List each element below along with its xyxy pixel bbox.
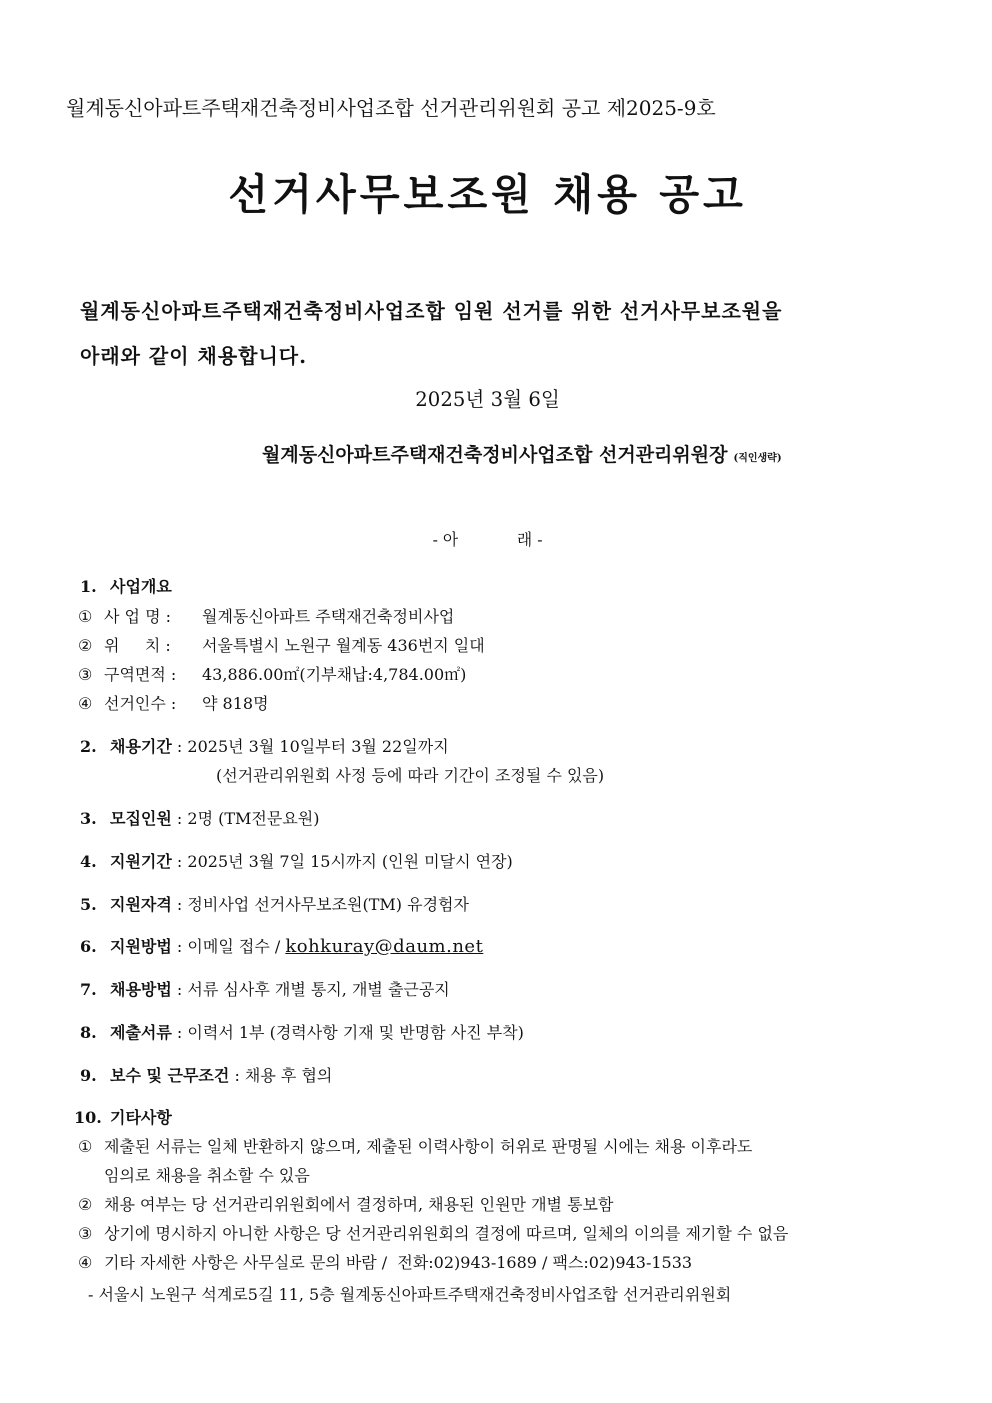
section-1-heading (80, 574, 172, 597)
section-number: 3. (80, 809, 97, 828)
section-value: 2명 (TM전문요원) (187, 809, 320, 828)
section-separator: : (176, 852, 183, 871)
section-separator: : (176, 980, 183, 999)
section-9 (80, 1063, 332, 1086)
section-2-note: (선거관리위원회 사정 등에 따라 기간이 조정될 수 있음) (216, 766, 605, 785)
seal-note: (직인생략) (733, 453, 782, 464)
item-mark: ④ (78, 1253, 93, 1272)
item-mark: ① (78, 607, 93, 626)
section-value: 정비사업 선거사무보조원(TM) 유경험자 (187, 895, 469, 914)
section-separator: : (176, 937, 183, 956)
list-item-continuation: 임의로 채용을 취소할 수 있음 (104, 1166, 310, 1185)
item-text: 채용 여부는 당 선거관리위원회에서 결정하며, 채용된 인원만 개별 통보함 (104, 1195, 614, 1214)
section-label: 모집인원 (110, 809, 172, 828)
section-7 (80, 977, 450, 1000)
section-4 (80, 849, 513, 872)
section-8 (80, 1020, 524, 1043)
intro-line-1: 월계동신아파트주택재건축정비사업조합 임원 선거를 위한 선거사무보조원을 (80, 299, 783, 323)
item-label: 위 치 : (104, 636, 171, 655)
section-separator: : (176, 737, 183, 756)
section-label: 지원기간 (110, 852, 172, 871)
list-item (78, 1250, 692, 1273)
section-number: 1. (80, 577, 97, 596)
section-value: 서류 심사후 개별 통지, 개별 출근공지 (187, 980, 450, 999)
item-text: 상기에 명시하지 아니한 사항은 당 선거관리위원회의 결정에 따르며, 일체의 이의를 제기할 수 없음 (104, 1224, 789, 1243)
item-mark: ① (78, 1137, 93, 1156)
item-value: 약 818명 (202, 694, 269, 713)
section-label: 보수 및 근무조건 (110, 1066, 230, 1085)
notice-number: 월계동신아파트주택재건축정비사업조합 선거관리위원회 공고 제2025-9호 (66, 96, 716, 120)
section-label: 지원자격 (110, 895, 172, 914)
item-mark: ④ (78, 694, 93, 713)
section-label: 지원방법 (110, 937, 172, 956)
section-10-heading (74, 1105, 172, 1128)
section-value: 채용 후 협의 (244, 1066, 333, 1085)
item-mark: ② (78, 636, 93, 655)
section-number: 5. (80, 895, 97, 914)
email-link[interactable]: kohkuray@daum.net (285, 936, 484, 957)
section-label: 기타사항 (110, 1108, 172, 1127)
item-text: 기타 자세한 사항은 사무실로 문의 바람 / 전화:02)943-1689 / 팩스:02)943-1533 (104, 1253, 693, 1272)
chairman-signature (262, 440, 782, 467)
list-item (78, 662, 466, 685)
item-value: 월계동신아파트 주택재건축정비사업 (202, 607, 455, 626)
section-separator: : (176, 809, 183, 828)
item-text: 제출된 서류는 일체 반환하지 않으며, 제출된 이력사항이 허위로 판명될 시에는 채용 이후라도 (104, 1137, 753, 1156)
section-6 (80, 934, 483, 957)
section-label: 채용기간 (110, 737, 172, 756)
item-label: 사 업 명 : (104, 607, 172, 626)
item-mark: ③ (78, 1224, 93, 1243)
list-item (78, 1134, 752, 1157)
list-item (78, 633, 485, 656)
section-separator: : (234, 1066, 240, 1085)
section-value: 이메일 접수 / (187, 937, 281, 956)
list-item (78, 1192, 613, 1215)
section-number: 6. (80, 937, 97, 956)
below-left: - 아 (432, 530, 459, 549)
item-mark: ② (78, 1195, 93, 1214)
chairman-title: 월계동신아파트주택재건축정비사업조합 선거관리위원장 (262, 444, 728, 466)
list-item (78, 604, 454, 627)
section-number: 2. (80, 737, 97, 756)
section-number: 8. (80, 1023, 97, 1042)
page-title: 선거사무보조원 채용 공고 (228, 170, 747, 219)
below-right: 래 - (517, 530, 543, 549)
section-separator: : (176, 895, 183, 914)
section-number: 4. (80, 852, 97, 871)
section-label: 사업개요 (110, 577, 172, 596)
section-3 (80, 806, 320, 829)
intro-line-2: 아래와 같이 채용합니다. (80, 344, 308, 368)
below-heading (0, 527, 975, 550)
section-value: 2025년 3월 7일 15시까지 (인원 미달시 연장) (187, 852, 513, 871)
list-item (78, 691, 269, 714)
section-number: 10. (74, 1108, 102, 1127)
section-2 (80, 734, 449, 757)
section-5 (80, 892, 469, 915)
notice-date: 2025년 3월 6일 (415, 387, 560, 411)
item-label: 구역면적 : (104, 665, 177, 684)
item-label: 선거인수 : (104, 694, 177, 713)
section-label: 제출서류 (110, 1023, 172, 1042)
section-number: 7. (80, 980, 97, 999)
item-mark: ③ (78, 665, 93, 684)
section-label: 채용방법 (110, 980, 172, 999)
section-separator: : (176, 1023, 183, 1042)
item-value: 서울특별시 노원구 월계동 436번지 일대 (202, 636, 485, 655)
list-item (78, 1221, 788, 1244)
office-address: - 서울시 노원구 석계로5길 11, 5층 월계동신아파트주택재건축정비사업조합 선거관리위원회 (88, 1285, 732, 1304)
section-number: 9. (80, 1066, 97, 1085)
section-value: 2025년 3월 10일부터 3월 22일까지 (187, 737, 449, 756)
item-value: 43,886.00㎡(기부채납:4,784.00㎡) (202, 665, 467, 684)
section-value: 이력서 1부 (경력사항 기재 및 반명함 사진 부착) (187, 1023, 524, 1042)
